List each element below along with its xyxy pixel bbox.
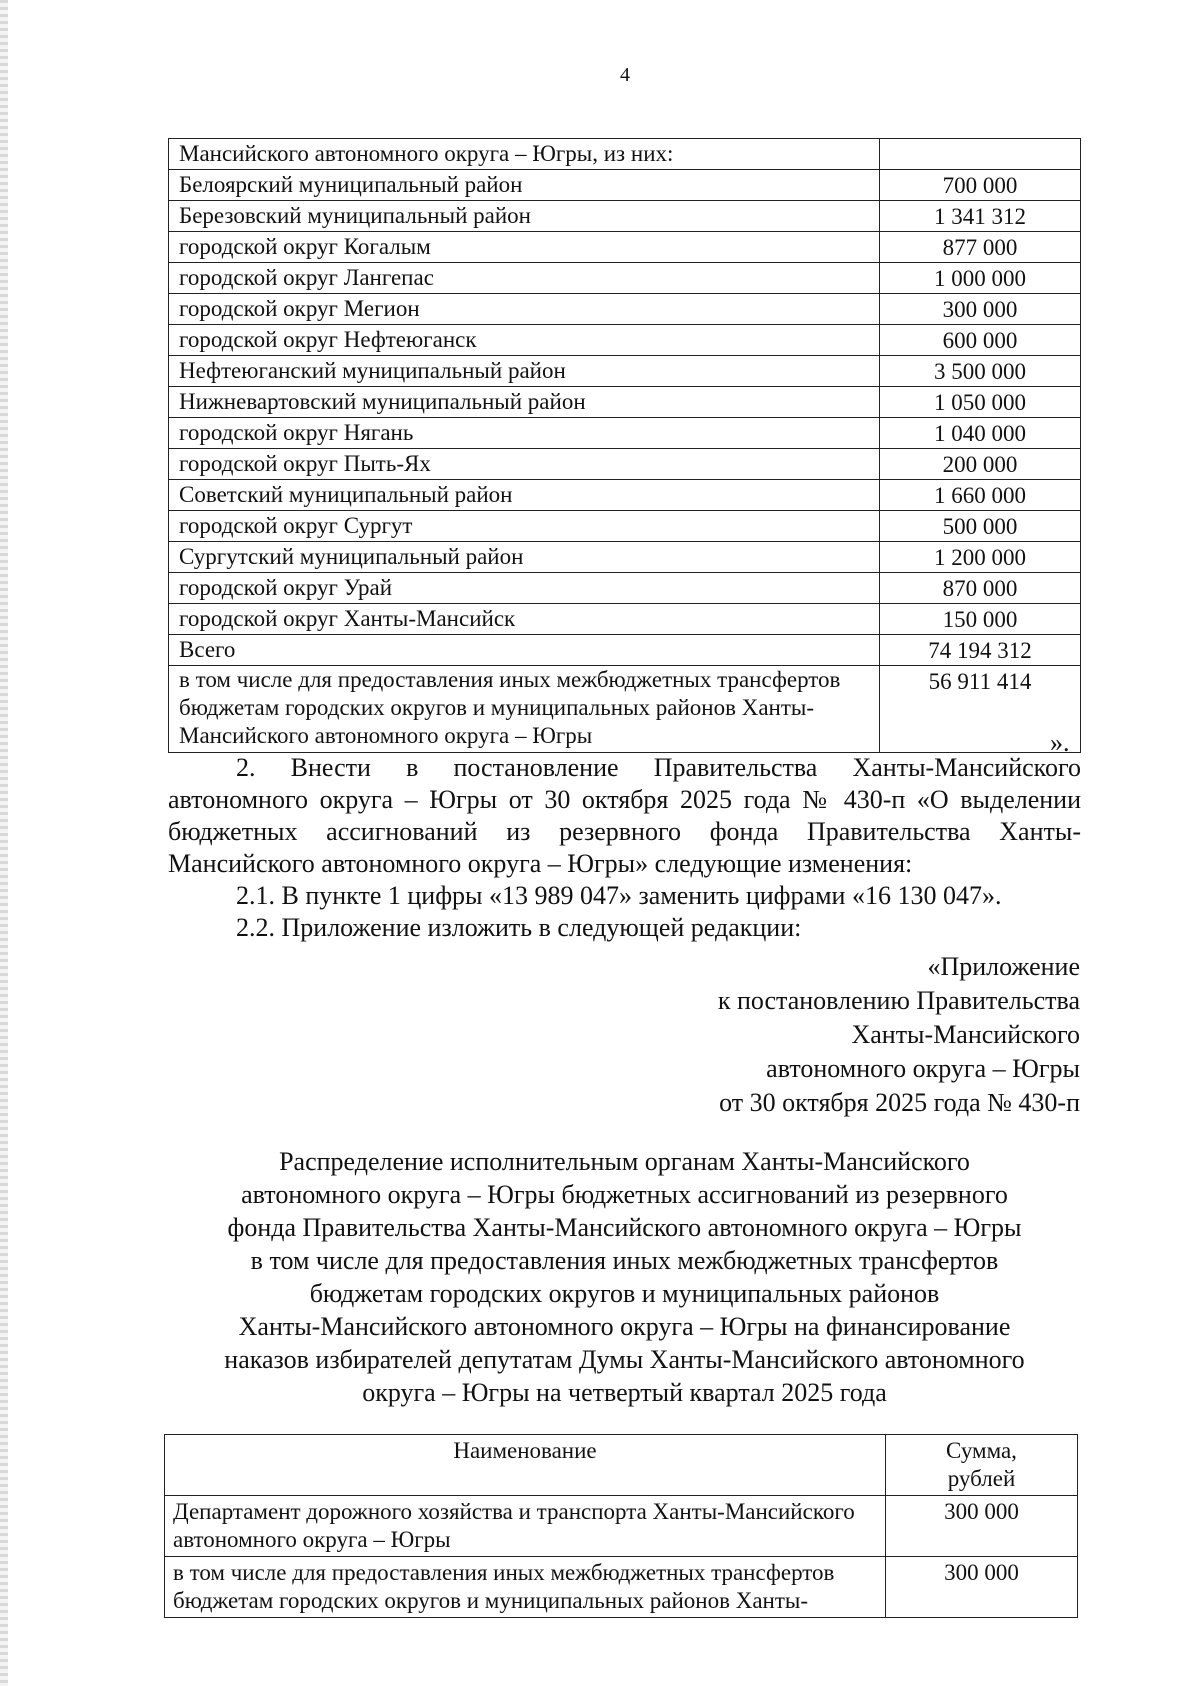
row-amount: 1 040 000 [880,418,1081,449]
table-row [169,449,1081,480]
row-name: городской округ Сургут [169,511,880,542]
appendix-line: Ханты-Мансийского [851,1020,1080,1049]
table-row [169,263,1081,294]
row-name-cell [165,1557,886,1618]
title-line: автономного округа – Югры бюджетных ассигнований из резервного [241,1180,1008,1209]
row-amount: 1 050 000 [880,387,1081,418]
row-amount: 3 500 000 [880,356,1081,387]
row-amount: 1 341 312 [880,201,1081,232]
distribution-table [164,1434,1078,1618]
row-name: городской округ Пыть-Ях [169,449,880,480]
row-name: городской округ Урай [169,573,880,604]
table-header-row [165,1435,1078,1496]
item-2-2: 2.2. Приложение изложить в следующей редакции: [236,913,802,942]
row-amount: 56 911 414 [880,666,1081,753]
row-name: городской округ Ханты-Мансийск [169,604,880,635]
appendix-line: от 30 октября 2025 года № 430-п [719,1088,1080,1117]
table-row [169,232,1081,263]
appendix-header [718,950,1080,1120]
row-name: Всего [169,635,880,666]
header-sum-line2: рублей [947,1466,1016,1491]
row-amount: 600 000 [880,325,1081,356]
appendix-line: «Приложение [927,952,1080,981]
table-row [169,542,1081,573]
row-name: Белоярский муниципальный район [169,170,880,201]
row-name: городской округ Лангепас [169,263,880,294]
allocation-table [168,138,1081,753]
row-name: Советский муниципальный район [169,480,880,511]
row-amount: 877 000 [880,232,1081,263]
title-line: бюджетам городских округов и муниципальных районов [309,1279,940,1308]
table-row [165,1557,1078,1618]
row-amount: 1 000 000 [880,263,1081,294]
row-name: Департамент дорожного хозяйства и транспорта Ханты-Мансийского автономного округа – Югры [165,1496,886,1557]
row-amount: 700 000 [880,170,1081,201]
table-row [169,573,1081,604]
table-row [169,294,1081,325]
row-name: Березовский муниципальный район [169,201,880,232]
item-2-1: 2.1. В пункте 1 цифры «13 989 047» заменить цифрами «16 130 047». [236,881,1002,910]
row-name: в том числе для предоставления иных межбюджетных трансфертов бюджетам городских округов и муниципальных районов Ханты- [173,1560,835,1613]
title-line: Распределение исполнительным органам Ханты-Мансийского [279,1147,970,1176]
row-amount: 300 000 [886,1557,1078,1618]
paragraph-2: 2. Внести в постановление Правительства Ханты-Мансийского автономного округа – Югры от 30 октября 2025 года № 430-п «О выделении бюджетных ассигнований из резервного фонда Правительства Ханты-Мансийского автономного округа – Югры» следующие изменения: [168,753,1081,878]
row-name: городской округ Нягань [169,418,880,449]
row-amount: 1 660 000 [880,480,1081,511]
amendment-text [168,752,1081,944]
row-name: в том числе для предоставления иных межбюджетных трансфертов бюджетам городских округов и муниципальных районов Ханты-Мансийского автономного округа – Югры [169,666,880,753]
table-row [169,480,1081,511]
table-row [169,325,1081,356]
appendix-line: автономного округа – Югры [766,1054,1080,1083]
row-name: Нижневартовский муниципальный район [169,387,880,418]
row-name: Сургутский муниципальный район [169,542,880,573]
header-sum-line1: Сумма, [946,1438,1017,1463]
row-amount: 300 000 [880,294,1081,325]
appendix-line: к постановлению Правительства [717,986,1080,1015]
document-title [168,1145,1081,1409]
table-row [169,356,1081,387]
row-name: городской округ Когалым [169,232,880,263]
row-amount: 1 200 000 [880,542,1081,573]
title-line: наказов избирателей депутатам Думы Ханты-Мансийского автономного [224,1345,1025,1374]
table-row [169,387,1081,418]
row-name: Нефтеюганский муниципальный район [169,356,880,387]
table-row [169,511,1081,542]
row-name: Мансийского автономного округа – Югры, из них: [169,139,880,170]
table-row [169,604,1081,635]
scan-edge [0,0,8,1686]
title-line: в том числе для предоставления иных межбюджетных трансфертов [250,1246,999,1275]
page-number: 4 [620,64,630,86]
row-amount: 150 000 [880,604,1081,635]
table-row [169,201,1081,232]
row-amount: 500 000 [880,511,1081,542]
row-amount [880,139,1081,170]
header-name: Наименование [165,1435,886,1496]
title-line: фонда Правительства Ханты-Мансийского автономного округа – Югры [227,1213,1022,1242]
row-amount: 200 000 [880,449,1081,480]
row-name: городской округ Нефтеюганск [169,325,880,356]
row-amount: 74 194 312 [880,635,1081,666]
title-line: Ханты-Мансийского автономного округа – Югры на финансирование [238,1312,1011,1341]
table-row [169,418,1081,449]
table-row [169,170,1081,201]
row-amount: 870 000 [880,573,1081,604]
title-line: округа – Югры на четвертый квартал 2025 года [362,1378,887,1407]
table-row [165,1496,1078,1557]
header-sum [886,1435,1078,1496]
table-row [169,666,1081,753]
table-row [169,139,1081,170]
closing-quote: ». [1050,728,1070,757]
table-row [169,635,1081,666]
row-name: городской округ Мегион [169,294,880,325]
row-amount: 300 000 [886,1496,1078,1557]
